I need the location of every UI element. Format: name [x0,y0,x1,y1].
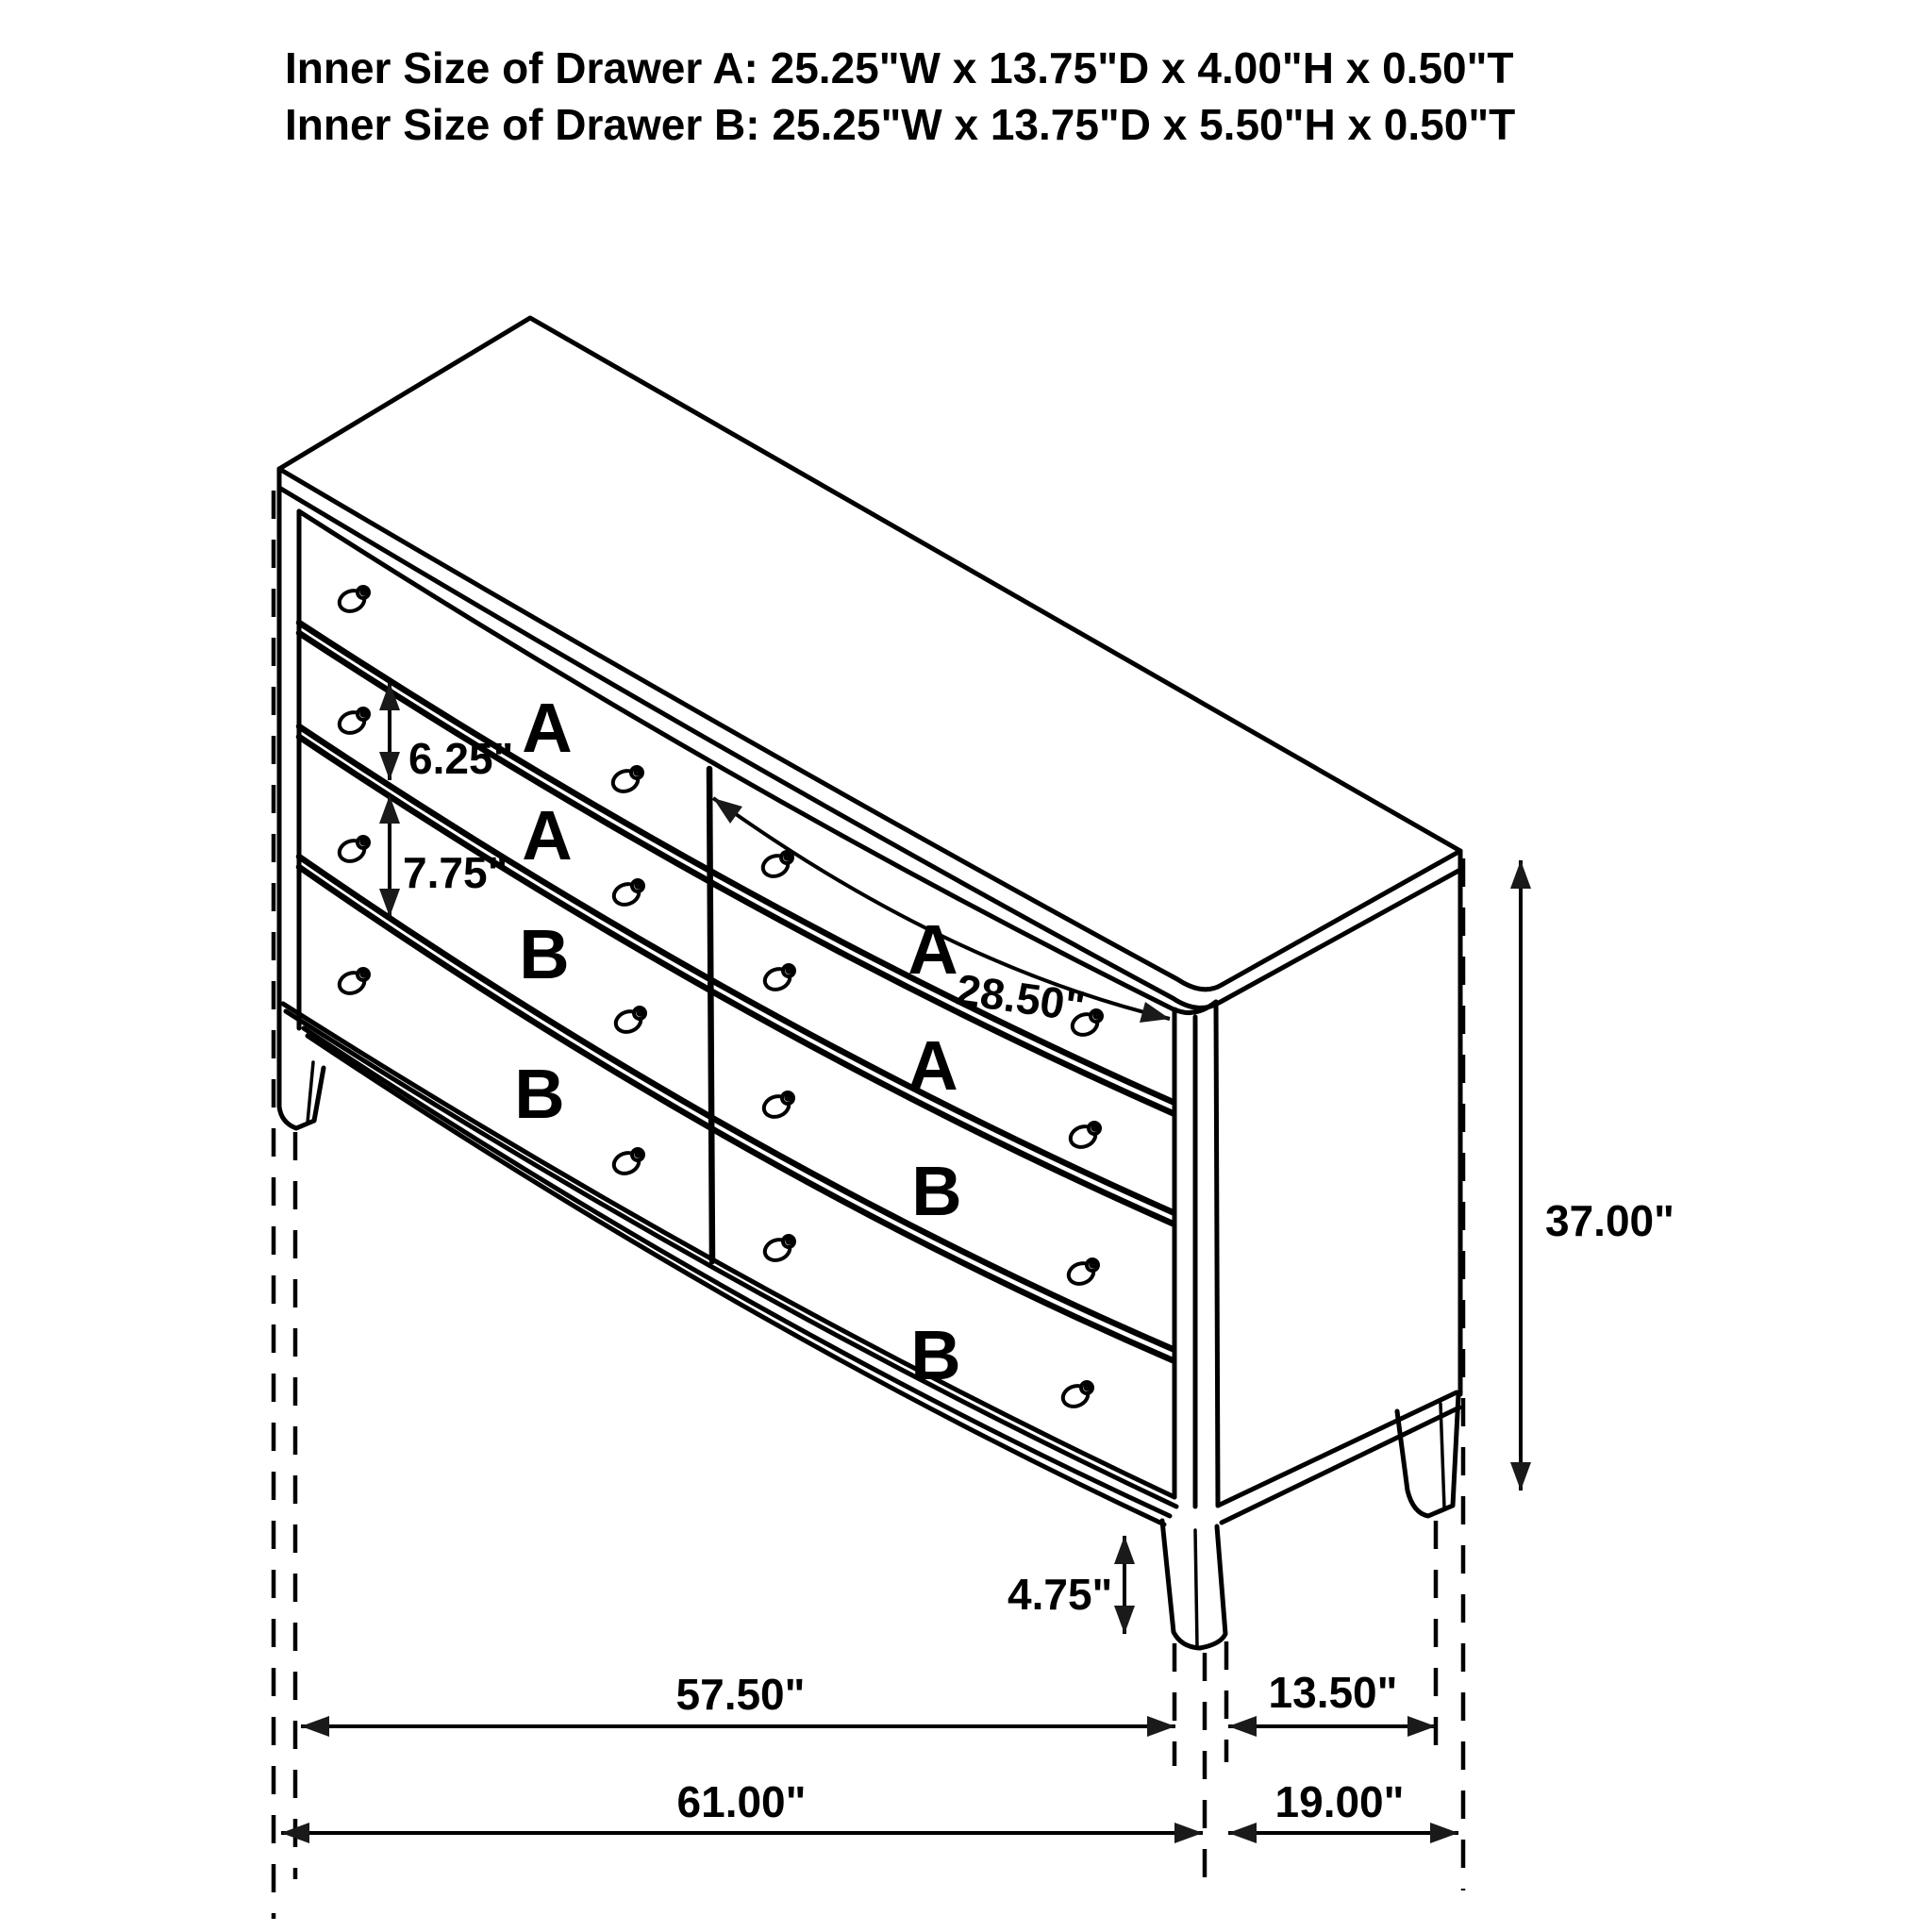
drawer-knob [337,708,369,736]
dim-3700-label: 37.00" [1545,1196,1674,1245]
front-rail-top [283,1004,1174,1497]
dim-5750-arrow-left [301,1716,329,1737]
front-left-foot-inner [308,1062,313,1123]
drawer-knob [761,1092,793,1120]
dim-475-arrow-down [1114,1606,1135,1634]
front-right-foot-inner [1195,1530,1197,1646]
dim-2850-arrow-left [713,798,742,824]
label-drawer-left-2: A [522,796,573,874]
dim-2850-label: 28.50" [953,964,1089,1031]
dim-625-arrow-down [379,752,400,780]
dim-5750-arrow-right [1147,1716,1175,1737]
dim-6100-label: 61.00" [676,1777,807,1826]
drawer-knob [611,880,643,908]
dim-3700-arrow-down [1510,1462,1531,1491]
label-drawer-left-4: B [514,1055,565,1133]
drawer-knob [1068,1123,1100,1150]
side-front-edge [1216,1002,1218,1506]
center-stile [709,769,712,1261]
drawer-knob [337,587,369,614]
drawer-knob [611,1149,643,1176]
drawer-knob [610,767,642,794]
dresser-drawing [279,318,1460,1648]
label-drawer-right-3: B [911,1152,962,1230]
dim-625-label: 6.25" [408,734,514,783]
drawer-knob [1060,1382,1092,1409]
label-drawer-right-1: A [908,910,958,989]
drawer-knob [337,969,369,996]
title-line-1: Inner Size of Drawer A: 25.25"W x 13.75"D x 4.00"H x 0.50"T [285,43,1514,92]
drawer-knob [760,852,792,879]
dim-1900-arrow-right [1430,1823,1458,1843]
dim-1350-label: 13.50" [1268,1668,1398,1717]
dim-1900-arrow-left [1228,1823,1257,1843]
dim-1350-arrow-right [1407,1716,1436,1737]
drawer-knob [762,965,794,992]
side-apron-top [1218,1392,1457,1506]
title-block [285,43,1515,149]
dim-5750-label: 57.50" [675,1670,806,1719]
dim-775-label: 7.75" [403,848,508,897]
dim-475-label: 4.75" [1008,1570,1113,1619]
drawer-knob [762,1236,794,1263]
drawer-knob [613,1008,645,1035]
dim-1350-arrow-left [1228,1716,1257,1737]
dim-475-arrow-up [1114,1536,1135,1564]
drawer-knob [337,837,369,864]
label-drawer-left-1: A [522,689,573,767]
back-right-leg-inner [1441,1404,1444,1507]
dim-1900-label: 19.00" [1274,1777,1405,1826]
label-drawer-left-3: B [519,915,570,993]
dim-6100-arrow-right [1174,1823,1203,1843]
label-drawer-right-2: A [908,1026,958,1105]
dim-3700-arrow-up [1510,860,1531,889]
side-apron-bottom [1222,1407,1459,1523]
drawer-knob [1066,1259,1098,1287]
label-drawer-right-4: B [910,1316,961,1394]
dimension-annotations [281,682,1674,1843]
title-line-2: Inner Size of Drawer B: 25.25"W x 13.75"D x 5.50"H x 0.50"T [285,100,1516,149]
